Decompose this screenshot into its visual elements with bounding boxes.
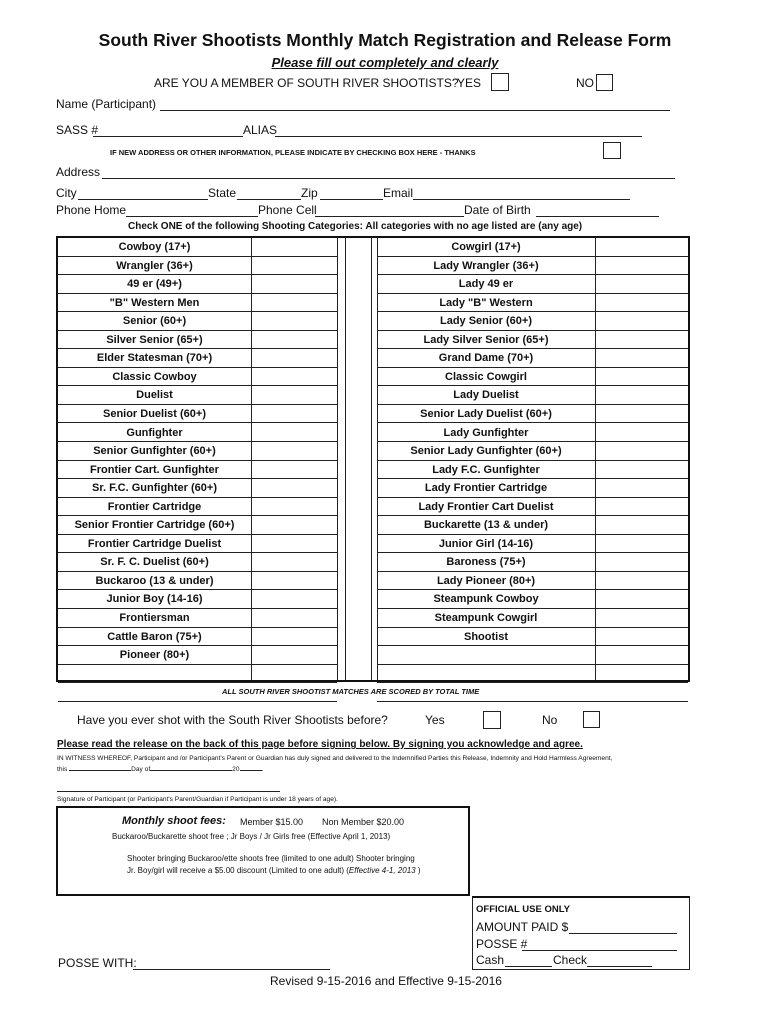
left-category-row	[58, 424, 337, 443]
left-category-label: Sr. F. C. Duelist (60+)	[100, 556, 209, 569]
fee-discount-line2-c: )	[415, 866, 421, 875]
right-category-check-cell[interactable]	[595, 498, 688, 516]
right-category-label: Steampunk Cowgirl	[434, 612, 538, 624]
zip-field[interactable]	[320, 199, 383, 200]
right-category-check-cell[interactable]	[595, 572, 688, 590]
official-amount-field[interactable]	[569, 933, 677, 934]
right-category-row	[377, 628, 688, 647]
name-label: Name (Participant)	[56, 97, 157, 111]
left-category-row	[58, 572, 337, 591]
left-category-row	[58, 479, 337, 498]
new-address-note: IF NEW ADDRESS OR OTHER INFORMATION, PLEASE INDICATE BY CHECKING BOX HERE - THANKS	[110, 148, 476, 157]
left-category-check-cell[interactable]	[251, 590, 337, 608]
left-category-label: Sr. F.C. Gunfighter (60+)	[92, 482, 217, 495]
shot-before-yes-checkbox[interactable]	[483, 711, 501, 729]
left-category-row	[58, 405, 337, 424]
right-category-label: Shootist	[464, 630, 508, 643]
signature-line[interactable]	[57, 791, 280, 792]
right-category-label: Lady Senior (60+)	[439, 315, 532, 328]
official-amount-label: AMOUNT PAID $	[476, 920, 569, 934]
right-category-row	[377, 590, 688, 609]
witness-month-field[interactable]	[150, 770, 232, 771]
right-category-check-cell[interactable]	[595, 312, 688, 330]
right-category-check-cell[interactable]	[595, 683, 688, 701]
right-category-row	[377, 665, 688, 684]
left-category-label: Wrangler (36+)	[116, 259, 193, 272]
fee-discount-line2-a: Jr. Boy/girl will receive a $5.00 discount (Limited to one adult) (	[127, 866, 349, 875]
sass-label: SASS #	[56, 123, 99, 137]
name-field[interactable]	[160, 110, 670, 111]
witness-this: this	[57, 766, 68, 773]
right-category-check-cell[interactable]	[595, 257, 688, 275]
left-category-check-cell[interactable]	[251, 461, 337, 479]
left-category-check-cell[interactable]	[251, 535, 337, 553]
right-category-check-cell[interactable]	[595, 424, 688, 442]
left-category-label: Senior Gunfighter (60+)	[93, 445, 216, 458]
fee-discount-line1: Shooter bringing Buckaroo/ette shoots free (limited to one adult) Shooter bringing	[127, 854, 415, 863]
right-category-check-cell[interactable]	[595, 646, 688, 664]
left-category-row	[58, 294, 337, 313]
right-category-check-cell[interactable]	[595, 553, 688, 571]
zip-label: Zip	[301, 186, 318, 200]
fees-box	[56, 806, 470, 896]
witness-day: Day of	[131, 766, 151, 773]
left-category-check-cell[interactable]	[251, 442, 337, 460]
member-no-label: NO	[576, 76, 594, 90]
left-category-label: Cattle Baron (75+)	[107, 630, 202, 643]
right-category-label: Baroness (75+)	[446, 556, 526, 569]
right-category-row	[377, 572, 688, 591]
left-category-label: "B" Western Men	[109, 296, 200, 309]
left-category-row	[58, 609, 337, 628]
left-category-row	[58, 312, 337, 331]
left-category-check-cell[interactable]	[251, 331, 337, 349]
official-check-field[interactable]	[587, 966, 652, 967]
left-category-label: Frontiersman	[119, 612, 190, 624]
posse-with-label: POSSE WITH:	[58, 956, 137, 970]
address-field[interactable]	[102, 178, 675, 179]
right-category-label: Lady Wrangler (36+)	[433, 259, 539, 272]
right-category-label: Classic Cowgirl	[445, 370, 527, 383]
official-cash-field[interactable]	[505, 966, 552, 967]
left-category-label: Frontier Cartridge	[107, 500, 202, 513]
official-posse-label: POSSE #	[476, 937, 528, 951]
alias-field[interactable]	[275, 136, 642, 137]
left-category-check-cell[interactable]	[251, 628, 337, 646]
right-category-row	[377, 275, 688, 294]
right-category-check-cell[interactable]	[595, 368, 688, 386]
left-category-label: Frontier Cart. Gunfighter	[90, 463, 219, 476]
release-note: Please read the release on the back of this page before signing below. By signing you acknowledge and agree.	[57, 739, 583, 750]
right-category-row	[377, 424, 688, 443]
right-category-row	[377, 553, 688, 572]
right-category-row	[377, 609, 688, 628]
city-label: City	[56, 186, 77, 200]
shot-before-yes-label: Yes	[425, 713, 445, 727]
left-category-row	[58, 349, 337, 368]
right-category-check-cell[interactable]	[595, 238, 688, 256]
left-category-label: Buckaroo (13 & under)	[95, 574, 214, 587]
right-category-label: Lady F.C. Gunfighter	[432, 463, 540, 476]
left-category-check-cell[interactable]	[251, 312, 337, 330]
left-category-check-cell[interactable]	[251, 479, 337, 497]
shot-before-no-label: No	[542, 713, 558, 727]
fee-member: Member $15.00	[240, 817, 304, 827]
left-category-row	[58, 461, 337, 480]
right-category-check-cell[interactable]	[595, 628, 688, 646]
right-category-label: Lady Silver Senior (65+)	[423, 333, 549, 346]
right-category-label: Buckarette (13 & under)	[423, 519, 549, 532]
left-category-row	[58, 646, 337, 665]
dob-field[interactable]	[536, 216, 659, 217]
right-category-check-cell[interactable]	[595, 461, 688, 479]
left-category-label: Senior Frontier Cartridge (60+)	[74, 519, 235, 532]
center-divider-b	[345, 238, 346, 680]
right-category-label: Lady Gunfighter	[443, 426, 529, 439]
right-category-row	[377, 238, 688, 257]
left-category-label: Junior Boy (14-16)	[106, 593, 203, 606]
state-field[interactable]	[237, 199, 301, 200]
member-no-checkbox[interactable]	[596, 74, 613, 91]
left-category-check-cell[interactable]	[251, 665, 337, 683]
left-category-row	[58, 257, 337, 276]
left-category-check-cell[interactable]	[251, 516, 337, 534]
categories-table	[56, 236, 690, 682]
left-category-check-cell[interactable]	[251, 553, 337, 571]
left-category-row	[58, 386, 337, 405]
categories-heading: Check ONE of the following Shooting Categories: All categories with no age listed are (any age)	[128, 221, 583, 232]
fee-free-line: Buckaroo/Buckarette shoot free ; Jr Boys / Jr Girls free (Effective April 1, 2013)	[112, 832, 391, 841]
right-category-row	[377, 498, 688, 517]
official-check-label: Check	[553, 953, 588, 967]
form-subtitle: Please fill out completely and clearly	[271, 55, 499, 70]
right-category-row	[377, 368, 688, 387]
left-category-row	[58, 442, 337, 461]
right-category-row	[377, 331, 688, 350]
right-category-check-cell[interactable]	[595, 442, 688, 460]
right-category-row	[377, 535, 688, 554]
form-title: South River Shootists Monthly Match Registration and Release Form	[98, 30, 672, 50]
left-category-label: Frontier Cartridge Duelist	[87, 537, 222, 550]
left-category-row	[58, 665, 337, 684]
left-category-label: Senior Duelist (60+)	[102, 407, 206, 420]
official-posse-field[interactable]	[522, 950, 677, 951]
official-use-box	[472, 896, 690, 970]
right-category-row	[377, 479, 688, 498]
right-category-check-cell[interactable]	[595, 665, 688, 683]
right-category-label: Lady Frontier Cart Duelist	[418, 500, 554, 513]
phone-home-label: Phone Home	[56, 203, 127, 217]
right-category-check-cell[interactable]	[595, 349, 688, 367]
left-category-row	[58, 368, 337, 387]
phone-cell-label: Phone Cell	[258, 203, 317, 217]
left-category-label: Silver Senior (65+)	[106, 333, 203, 346]
right-category-label: Junior Girl (14-16)	[438, 537, 534, 550]
alias-label: ALIAS	[243, 123, 278, 137]
state-label: State	[208, 186, 237, 200]
right-category-row	[377, 257, 688, 276]
right-category-label: Lady Frontier Cartridge	[424, 482, 548, 495]
left-category-check-cell[interactable]	[251, 349, 337, 367]
witness-this-field[interactable]	[69, 770, 131, 771]
right-category-check-cell[interactable]	[595, 386, 688, 404]
left-category-row	[58, 275, 337, 294]
right-category-check-cell[interactable]	[595, 294, 688, 312]
left-category-label: Duelist	[136, 389, 173, 402]
right-category-row	[377, 386, 688, 405]
right-category-label: Lady 49 er	[458, 278, 514, 291]
left-category-row	[58, 590, 337, 609]
right-category-row	[377, 442, 688, 461]
address-label: Address	[56, 165, 101, 179]
fee-discount-line2	[127, 866, 421, 875]
left-category-row	[58, 238, 337, 257]
phone-home-field[interactable]	[126, 216, 258, 217]
witness-year: 20	[232, 766, 240, 773]
left-category-check-cell[interactable]	[251, 275, 337, 293]
right-category-check-cell[interactable]	[595, 479, 688, 497]
left-category-row	[58, 535, 337, 554]
left-category-label: Gunfighter	[126, 426, 183, 439]
right-category-label: Cowgirl (17+)	[451, 241, 521, 253]
member-yes-label: YES	[457, 76, 482, 90]
right-category-check-cell[interactable]	[595, 516, 688, 534]
right-category-label: Senior Lady Duelist (60+)	[420, 407, 552, 420]
right-category-row	[377, 516, 688, 535]
left-category-check-cell[interactable]	[251, 498, 337, 516]
left-category-check-cell[interactable]	[251, 238, 337, 256]
left-category-check-cell[interactable]	[251, 646, 337, 664]
left-category-row	[58, 628, 337, 647]
email-field[interactable]	[413, 199, 630, 200]
right-category-check-cell[interactable]	[595, 405, 688, 423]
shot-before-no-checkbox[interactable]	[583, 711, 600, 728]
email-label: Email	[383, 186, 414, 200]
left-category-row	[58, 498, 337, 517]
dob-label: Date of Birth	[464, 203, 531, 217]
city-field[interactable]	[78, 199, 208, 200]
revised-note: Revised 9-15-2016 and Effective 9-15-2016	[270, 974, 502, 988]
right-category-row	[377, 294, 688, 313]
shot-before-question: Have you ever shot with the South River Shootists before?	[77, 713, 388, 727]
right-category-label: Lady Pioneer (80+)	[436, 574, 536, 587]
right-category-check-cell[interactable]	[595, 535, 688, 553]
fee-discount-effective: Effective 4-1, 2013	[348, 866, 416, 875]
official-cash-label: Cash	[476, 953, 505, 967]
left-category-row	[58, 553, 337, 572]
right-category-check-cell[interactable]	[595, 331, 688, 349]
right-category-check-cell[interactable]	[595, 590, 688, 608]
member-yes-checkbox[interactable]	[491, 73, 509, 91]
left-category-label: Pioneer (80+)	[119, 649, 190, 662]
left-category-check-cell[interactable]	[251, 386, 337, 404]
witness-text: IN WITNESS WHEREOF, Participant and /or Participant's Parent or Guardian has duly signed and delivered to the Indemnified Parties this Release, Indemnity and Hold Harmless Agreement,	[57, 755, 613, 762]
left-category-row	[58, 516, 337, 535]
right-category-row	[377, 312, 688, 331]
left-category-check-cell[interactable]	[251, 572, 337, 590]
left-category-check-cell[interactable]	[251, 424, 337, 442]
right-category-check-cell[interactable]	[595, 609, 688, 627]
right-category-row	[377, 461, 688, 480]
signature-label: Signature of Participant (or Participant's Parent/Guardian if Participant is under 18 years of age).	[57, 796, 338, 803]
new-address-checkbox[interactable]	[603, 142, 621, 159]
left-category-label: Elder Statesman (70+)	[96, 352, 213, 365]
right-category-label: Lady Duelist	[453, 389, 519, 402]
right-category-row	[377, 349, 688, 368]
left-category-label: Senior (60+)	[122, 315, 187, 328]
center-divider-a	[337, 238, 338, 680]
right-category-label: Grand Dame (70+)	[438, 352, 534, 365]
left-category-check-cell[interactable]	[251, 405, 337, 423]
left-category-check-cell[interactable]	[251, 294, 337, 312]
left-category-label: Classic Cowboy	[112, 370, 197, 383]
posse-with-field[interactable]	[133, 969, 330, 970]
fees-label: Monthly shoot fees:	[122, 815, 226, 827]
left-category-row	[58, 331, 337, 350]
left-category-check-cell[interactable]	[251, 257, 337, 275]
right-category-row	[377, 646, 688, 665]
center-divider-c	[371, 238, 372, 680]
left-category-label: 49 er (49+)	[127, 278, 182, 291]
right-category-label: Lady "B" Western	[439, 296, 533, 309]
left-category-label: Cowboy (17+)	[118, 241, 191, 253]
left-category-check-cell[interactable]	[251, 609, 337, 627]
right-category-label: Senior Lady Gunfighter (60+)	[410, 445, 562, 458]
left-category-check-cell[interactable]	[251, 368, 337, 386]
phone-cell-field[interactable]	[315, 216, 464, 217]
member-question: ARE YOU A MEMBER OF SOUTH RIVER SHOOTISTS?	[154, 76, 459, 90]
official-title: OFFICIAL USE ONLY	[476, 904, 570, 915]
fee-non-member: Non Member $20.00	[322, 817, 405, 827]
right-category-label: Steampunk Cowboy	[433, 593, 539, 606]
sass-field[interactable]	[93, 136, 243, 137]
right-category-row	[377, 405, 688, 424]
witness-date-line: this Day of 20 .	[57, 766, 264, 773]
scoring-note: ALL SOUTH RIVER SHOOTIST MATCHES ARE SCORED BY TOTAL TIME	[222, 687, 480, 696]
witness-year-field[interactable]	[240, 770, 262, 771]
right-category-check-cell[interactable]	[595, 275, 688, 293]
